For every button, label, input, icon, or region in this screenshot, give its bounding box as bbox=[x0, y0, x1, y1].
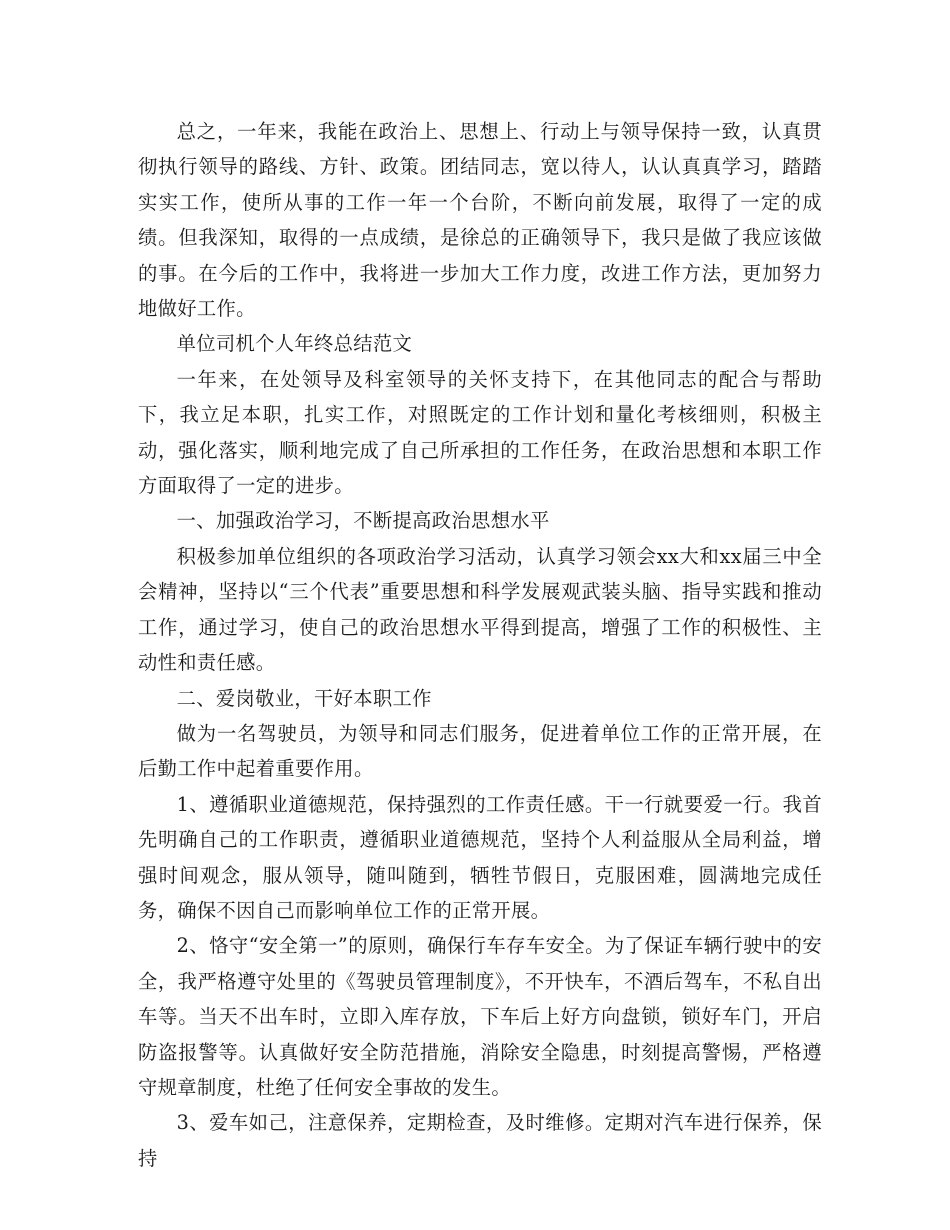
heading-political-study: 一、加强政治学习，不断提高政治思想水平 bbox=[176, 509, 550, 533]
paragraph-item-2: 2、恪守“安全第一”的原则，确保行车存车安全。为了保证车辆行驶中的安全，我严格遵守处里的《驾驶员管理制度》，不开快车，不酒后驾车，不私自出车等。当天不出车时，立即入库存放，下车后上好方向盘锁，锁好车门，开启防盗报警等。认真做好安全防范措施，消除安全隐患，时刻提高警惕，严格遵守规章制度，杜绝了任何安全事故的发生。 bbox=[138, 934, 822, 1099]
paragraph-intro: 一年来，在处领导及科室领导的关怀支持下，在其他同志的配合与帮助下，我立足本职，扎实工作，对照既定的工作计划和量化考核细则，积极主动，强化落实，顺利地完成了自己所承担的工作任务，在政治思想和本职工作方面取得了一定的进步。 bbox=[138, 367, 822, 498]
paragraph-driver-role: 做为一名驾驶员，为领导和同志们服务，促进着单位工作的正常开展，在后勤工作中起着重要作用。 bbox=[138, 721, 822, 781]
paragraph-item-3: 3、爱车如己，注意保养，定期检查，及时维修。定期对汽车进行保养，保持 bbox=[138, 1111, 822, 1170]
paragraph-political-study: 积极参加单位组织的各项政治学习活动，认真学习领会xx大和xx届三中全会精神，坚持以“三个代表”重要思想和科学发展观武装头脑、指导实践和推动工作，通过学习，使自己的政治思想水平得到提高，增强了工作的积极性、主动性和责任感。 bbox=[138, 544, 822, 675]
paragraph-summary: 总之，一年来，我能在政治上、思想上、行动上与领导保持一致，认真贯彻执行领导的路线、方针、政策。团结同志，宽以待人，认认真真学习，踏踏实实工作，使所从事的工作一年一个台阶，不断向前发展，取得了一定的成绩。但我深知，取得的一点成绩，是徐总的正确领导下，我只是做了我应该做的事。在今后的工作中，我将进一步加大工作力度，改进工作方法，更加努力地做好工作。 bbox=[138, 120, 822, 321]
section-title: 单位司机个人年终总结范文 bbox=[176, 332, 413, 356]
paragraph-item-1: 1、遵循职业道德规范，保持强烈的工作责任感。干一行就要爱一行。我首先明确自己的工作职责，遵循职业道德规范，坚持个人利益服从全局利益，增强时间观念，服从领导，随叫随到，牺牲节假日，克服困难，圆满地完成任务，确保不因自己而影响单位工作的正常开展。 bbox=[138, 792, 822, 922]
heading-dedication: 二、爱岗敬业，干好本职工作 bbox=[176, 686, 432, 710]
